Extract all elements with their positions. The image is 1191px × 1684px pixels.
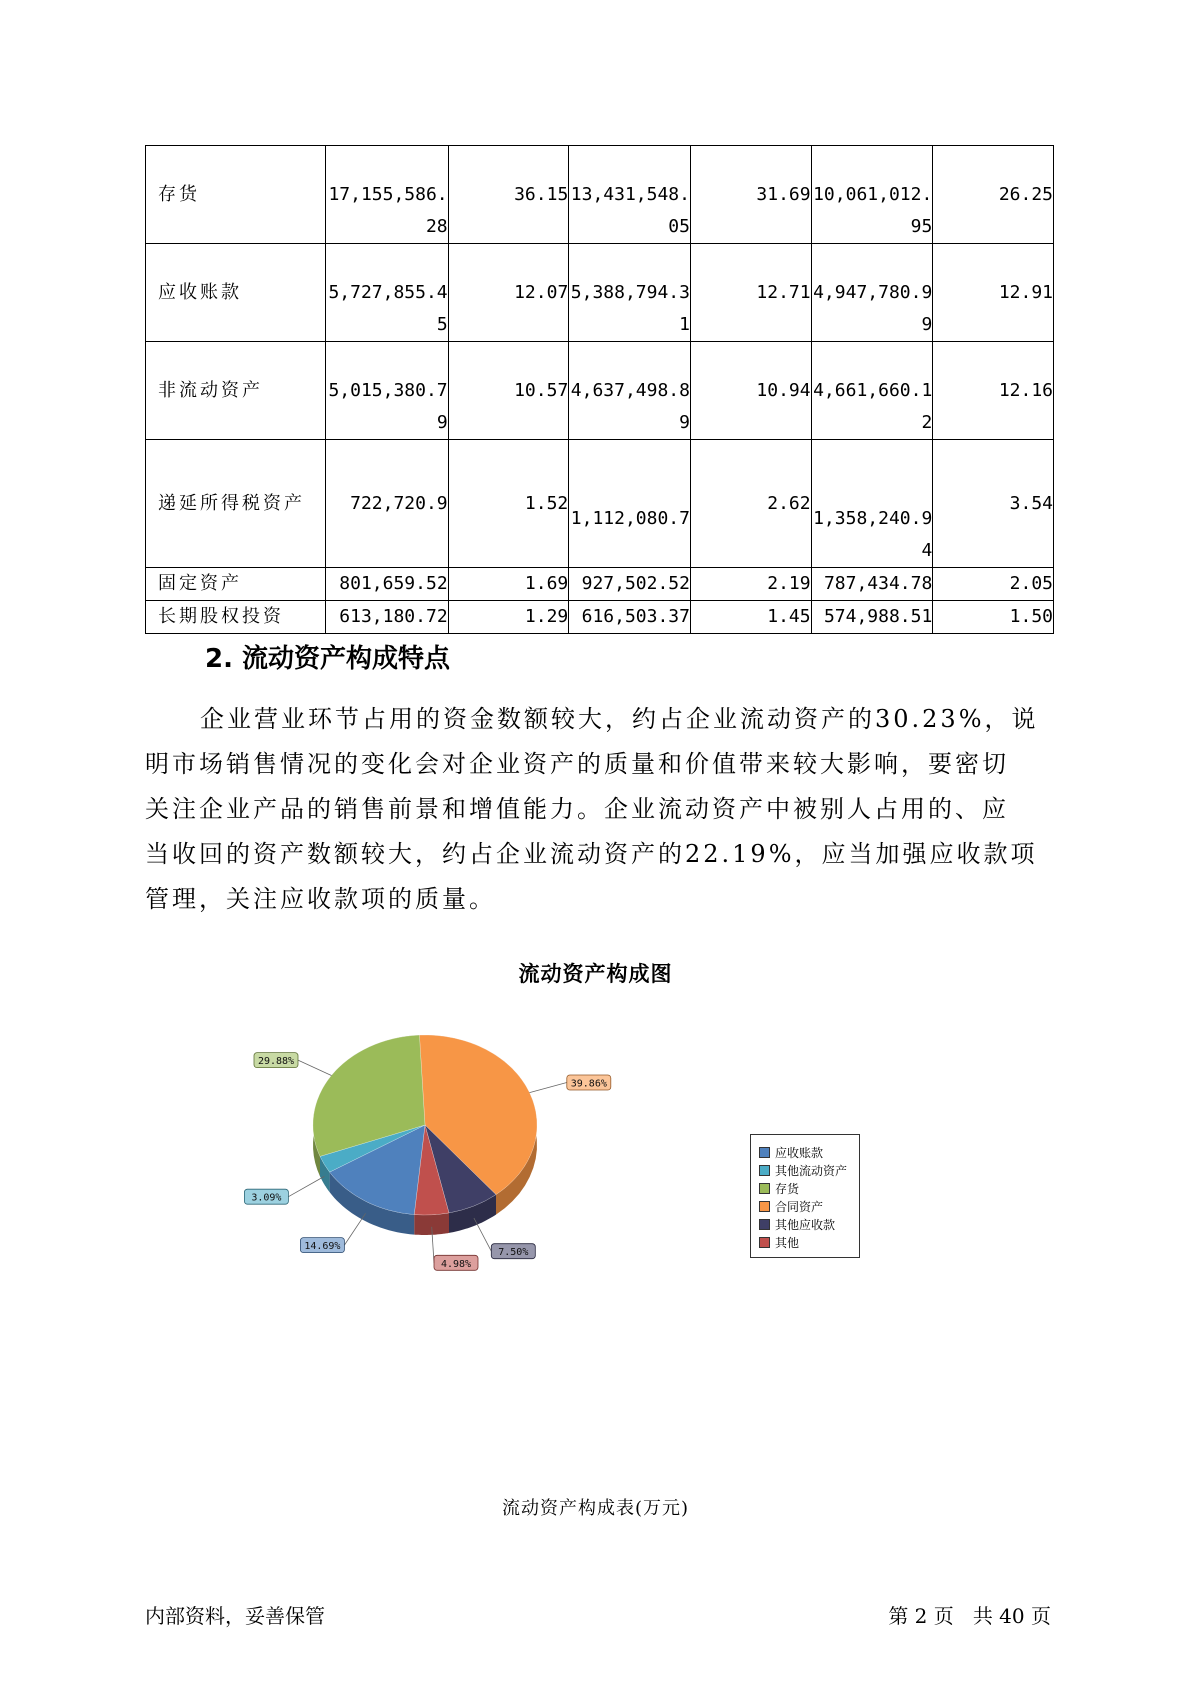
percent-cell: 26.25 xyxy=(933,146,1054,244)
amount-cell: 4,637,498.8 9 xyxy=(569,342,691,440)
amount-cell: 1,358,240.9 4 xyxy=(811,440,933,568)
label-leader-line xyxy=(474,1218,491,1251)
legend-label: 存货 xyxy=(775,1181,800,1196)
label-leader-line xyxy=(298,1060,331,1075)
legend-label: 应收账款 xyxy=(775,1145,824,1160)
percent-cell: 2.62 xyxy=(690,440,811,568)
paragraph-line: 明市场销售情况的变化会对企业资产的质量和价值带来较大影响，要密切 xyxy=(145,750,1009,778)
amount-cell: 17,155,586. 28 xyxy=(325,146,448,244)
legend-swatch xyxy=(759,1147,770,1158)
amount-cell: 10,061,012. 95 xyxy=(811,146,933,244)
percent-cell: 1.50 xyxy=(933,601,1054,634)
amount-cell: 613,180.72 xyxy=(325,601,448,634)
legend-item xyxy=(759,1233,859,1251)
legend-swatch xyxy=(759,1165,770,1176)
data-label: 14.69% xyxy=(304,1241,341,1253)
table-row xyxy=(146,244,1054,342)
table-row xyxy=(146,601,1054,634)
percent-cell: 1.52 xyxy=(448,440,569,568)
chart-title: 流动资产构成图 xyxy=(518,962,673,986)
data-label: 29.88% xyxy=(257,1056,295,1068)
legend-swatch xyxy=(759,1201,770,1212)
legend-swatch xyxy=(759,1219,770,1230)
footer-note: 内部资料，妥善保管 xyxy=(145,1604,325,1628)
row-label: 递延所得税资产 xyxy=(146,440,326,568)
row-label: 应收账款 xyxy=(146,244,326,342)
amount-cell: 801,659.52 xyxy=(325,568,448,601)
data-label: 3.09% xyxy=(251,1192,282,1204)
label-leader-line xyxy=(530,1083,567,1093)
amount-cell: 4,947,780.9 9 xyxy=(811,244,933,342)
label-leader-line xyxy=(288,1176,324,1196)
percent-cell: 10.57 xyxy=(448,342,569,440)
paragraph-line: 企业营业环节占用的资金数额较大，约占企业流动资产的30.23%，说 xyxy=(200,705,1039,733)
paragraph-line: 管理，关注应收款项的质量。 xyxy=(145,885,496,913)
row-label: 固定资产 xyxy=(146,568,326,601)
data-label: 39.86% xyxy=(570,1078,607,1090)
page-number: 第 2 页 共 40 页 xyxy=(888,1604,1051,1628)
percent-cell: 3.54 xyxy=(933,440,1054,568)
percent-cell: 1.29 xyxy=(448,601,569,634)
row-label: 非流动资产 xyxy=(146,342,326,440)
percent-cell: 1.69 xyxy=(448,568,569,601)
table-row xyxy=(146,342,1054,440)
amount-cell: 5,015,380.7 9 xyxy=(325,342,448,440)
amount-cell: 5,727,855.4 5 xyxy=(325,244,448,342)
legend-label: 其他 xyxy=(775,1235,800,1250)
legend-label: 其他应收款 xyxy=(775,1217,836,1232)
percent-cell: 12.16 xyxy=(933,342,1054,440)
amount-cell: 4,661,660.1 2 xyxy=(811,342,933,440)
percent-cell: 1.45 xyxy=(690,601,811,634)
amount-cell: 574,988.51 xyxy=(811,601,933,634)
figure-caption: 流动资产构成表(万元) xyxy=(501,1498,690,1519)
percent-cell: 10.94 xyxy=(690,342,811,440)
percent-cell: 12.07 xyxy=(448,244,569,342)
amount-cell: 787,434.78 xyxy=(811,568,933,601)
financial-table xyxy=(145,145,1054,634)
amount-cell: 722,720.9 xyxy=(325,440,448,568)
chart-legend xyxy=(750,1134,860,1258)
amount-cell: 1,112,080.7 xyxy=(569,440,691,568)
legend-item xyxy=(759,1179,859,1197)
amount-cell: 13,431,548. 05 xyxy=(569,146,691,244)
legend-label: 其他流动资产 xyxy=(775,1163,848,1178)
pie-chart xyxy=(240,1030,640,1280)
data-label: 4.98% xyxy=(440,1258,472,1270)
data-label: 7.50% xyxy=(498,1247,529,1259)
legend-item xyxy=(759,1197,859,1215)
label-leader-line xyxy=(344,1213,365,1245)
legend-item xyxy=(759,1143,859,1161)
table-row xyxy=(146,440,1054,568)
row-label: 长期股权投资 xyxy=(146,601,326,634)
amount-cell: 5,388,794.3 1 xyxy=(569,244,691,342)
paragraph-line: 关注企业产品的销售前景和增值能力。企业流动资产中被别人占用的、应 xyxy=(145,795,1009,823)
percent-cell: 2.05 xyxy=(933,568,1054,601)
percent-cell: 2.19 xyxy=(690,568,811,601)
percent-cell: 31.69 xyxy=(690,146,811,244)
legend-item xyxy=(759,1161,859,1179)
body-paragraph xyxy=(145,697,1049,922)
percent-cell: 12.71 xyxy=(690,244,811,342)
section-heading: 2. 流动资产构成特点 xyxy=(205,644,451,674)
legend-item xyxy=(759,1215,859,1233)
percent-cell: 12.91 xyxy=(933,244,1054,342)
legend-label: 合同资产 xyxy=(775,1199,824,1214)
row-label: 存货 xyxy=(146,146,326,244)
table-row xyxy=(146,146,1054,244)
legend-swatch xyxy=(759,1237,770,1248)
amount-cell: 616,503.37 xyxy=(569,601,691,634)
paragraph-line: 当收回的资产数额较大，约占企业流动资产的22.19%，应当加强应收款项 xyxy=(145,840,1038,868)
legend-swatch xyxy=(759,1183,770,1194)
percent-cell: 36.15 xyxy=(448,146,569,244)
pie-slice-side xyxy=(414,1213,449,1235)
table-row xyxy=(146,568,1054,601)
amount-cell: 927,502.52 xyxy=(569,568,691,601)
